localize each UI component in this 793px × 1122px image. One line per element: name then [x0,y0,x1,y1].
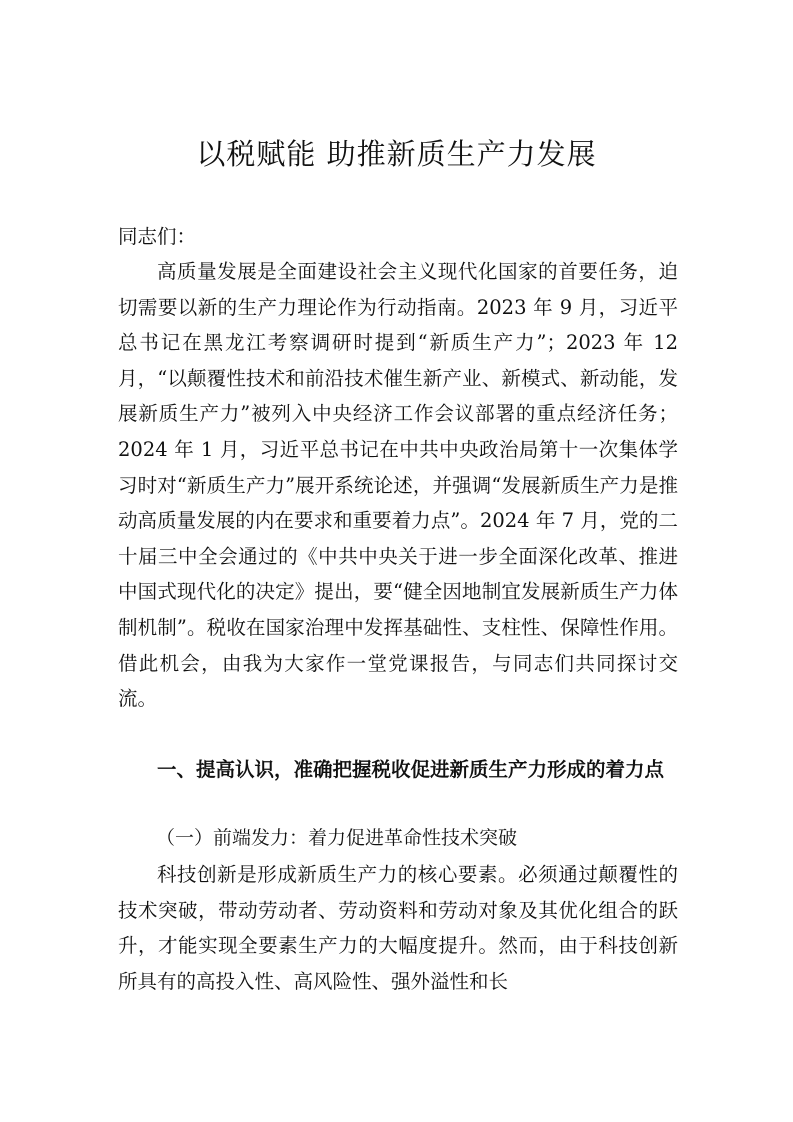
subsection-heading-1: （一）前端发力：着力促进革命性技术突破 [156,827,518,849]
document-title: 以税赋能 助推新质生产力发展 [196,137,597,171]
body-paragraph-tech: 科技创新是形成新质生产力的核心要素。必须通过颠覆性的技术突破，带动劳动者、劳动资料和劳动对象及其优化组合的跃升，才能实现全要素生产力的大幅度提升。然而，由于科技创新所具有的高投入性、高风险性、强外溢性和长 [118,863,678,993]
section-heading-1: 一、提高认识，准确把握税收促进新质生产力形成的着力点 [157,758,665,781]
body-paragraph-intro: 高质量发展是全面建设社会主义现代化国家的首要任务，迫切需要以新的生产力理论作为行动指南。2023 年 9 月，习近平总书记在黑龙江考察调研时提到“新质生产力”；2023 年 12 月，“以颠覆性技术和前沿技术催生新产业、新模式、新动能，发展新质生产力”被列入中央经济工作会议部署的重点经济任务；2024 年 1 月，习近平总书记在中共中央政治局第十一次集体学习时对“新质生产力”展开系统论述，并强调“发展新质生产力是推动高质量发展的内在要求和重要着力点”。2024 年 7 月，党的二十届三中全会通过的《中共中央关于进一步全面深化改革、推进中国式现代化的决定》提出，要“健全因地制宜发展新质生产力体制机制”。税收在国家治理中发挥基础性、支柱性、保障性作用。借此机会，由我为大家作一堂党课报告，与同志们共同探讨交流。 [118,260,678,711]
salutation: 同志们： [118,225,197,248]
